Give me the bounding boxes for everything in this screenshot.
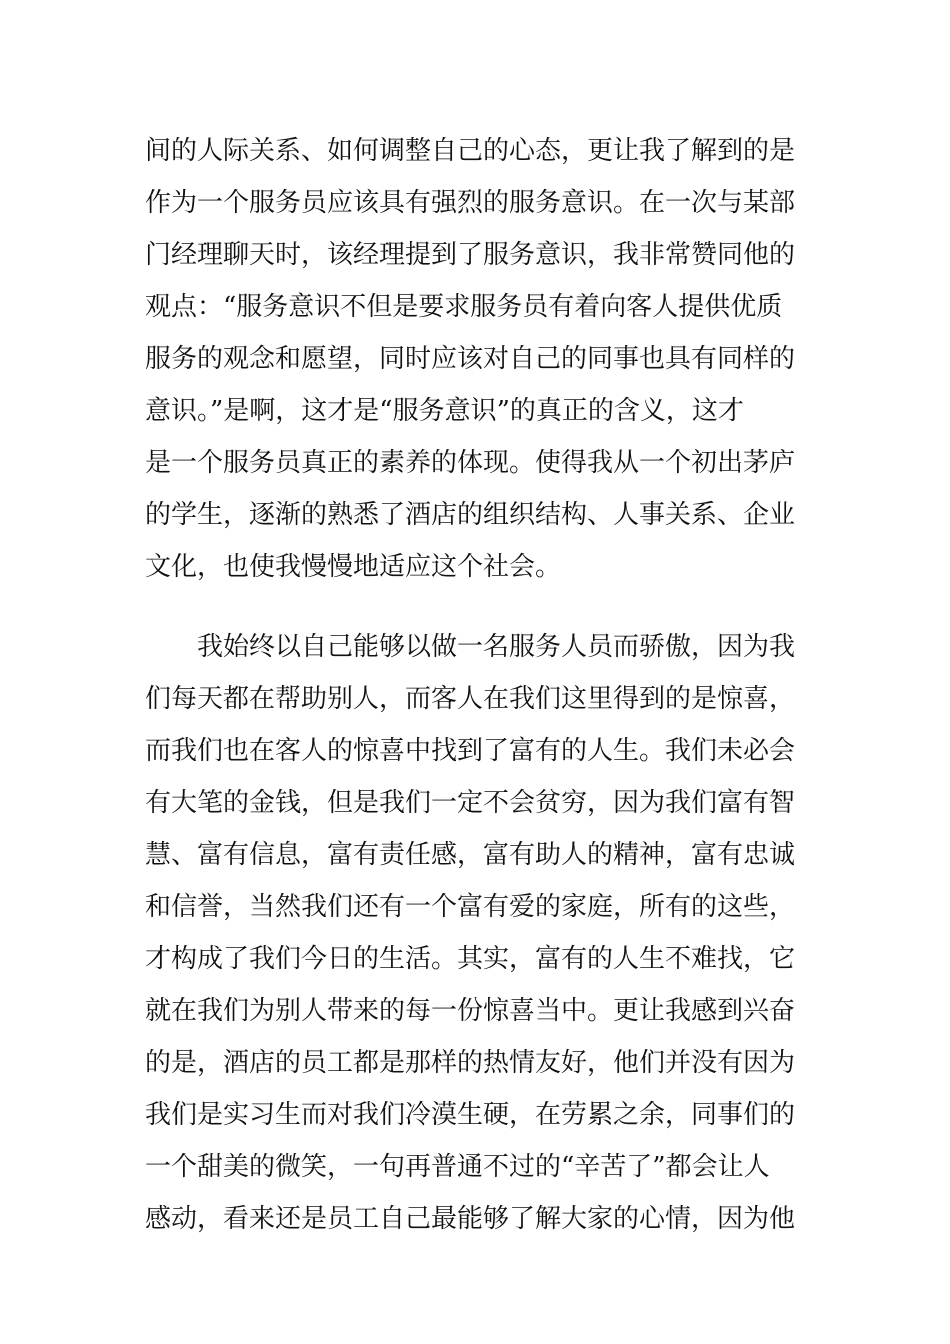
paragraph-line: 有大笔的金钱，但是我们一定不会贫穷，因为我们富有智: [145, 788, 796, 818]
paragraph-line: 服务的观念和愿望，同时应该对自己的同事也具有同样的: [145, 344, 796, 374]
paragraph-line: 一个甜美的微笑，一句再普通不过的“辛苦了”都会让人: [145, 1152, 770, 1182]
paragraph-line: 作为一个服务员应该具有强烈的服务意识。在一次与某部: [145, 188, 796, 218]
paragraph-line: 间的人际关系、如何调整自己的心态，更让我了解到的是: [145, 136, 796, 166]
paragraph-line: 我始终以自己能够以做一名服务人员而骄傲，因为我: [197, 632, 796, 662]
paragraph-line: 的是，酒店的员工都是那样的热情友好，他们并没有因为: [145, 1048, 796, 1078]
paragraph-line: 我们是实习生而对我们冷漠生硬，在劳累之余，同事们的: [145, 1100, 796, 1130]
paragraph-line: 的学生，逐渐的熟悉了酒店的组织结构、人事关系、企业: [145, 500, 796, 530]
paragraph-line: 感动，看来还是员工自己最能够了解大家的心情，因为他: [145, 1204, 796, 1234]
paragraph-line: 而我们也在客人的惊喜中找到了富有的人生。我们未必会: [145, 736, 796, 766]
paragraph-line: 意识。”是啊，这才是“服务意识”的真正的含义，这才: [145, 396, 744, 426]
paragraph-line: 门经理聊天时，该经理提到了服务意识，我非常赞同他的: [145, 240, 796, 270]
paragraph-line: 慧、富有信息，富有责任感，富有助人的精神，富有忠诚: [145, 840, 796, 870]
paragraph-2: [145, 621, 795, 1245]
paragraph-line: 才构成了我们今日的生活。其实，富有的人生不难找，它: [145, 944, 796, 974]
paragraph-line: 文化，也使我慢慢地适应这个社会。: [145, 552, 562, 582]
paragraph-line: 们每天都在帮助别人，而客人在我们这里得到的是惊喜，: [145, 684, 796, 714]
paragraph-line: 是一个服务员真正的素养的体现。使得我从一个初出茅庐: [145, 448, 796, 478]
paragraph-1: [145, 125, 795, 593]
paragraph-line: 和信誉，当然我们还有一个富有爱的家庭，所有的这些，: [145, 892, 796, 922]
paragraph-line: 就在我们为别人带来的每一份惊喜当中。更让我感到兴奋: [145, 996, 796, 1026]
paragraph-line: 观点：“服务意识不但是要求服务员有着向客人提供优质: [145, 292, 783, 322]
